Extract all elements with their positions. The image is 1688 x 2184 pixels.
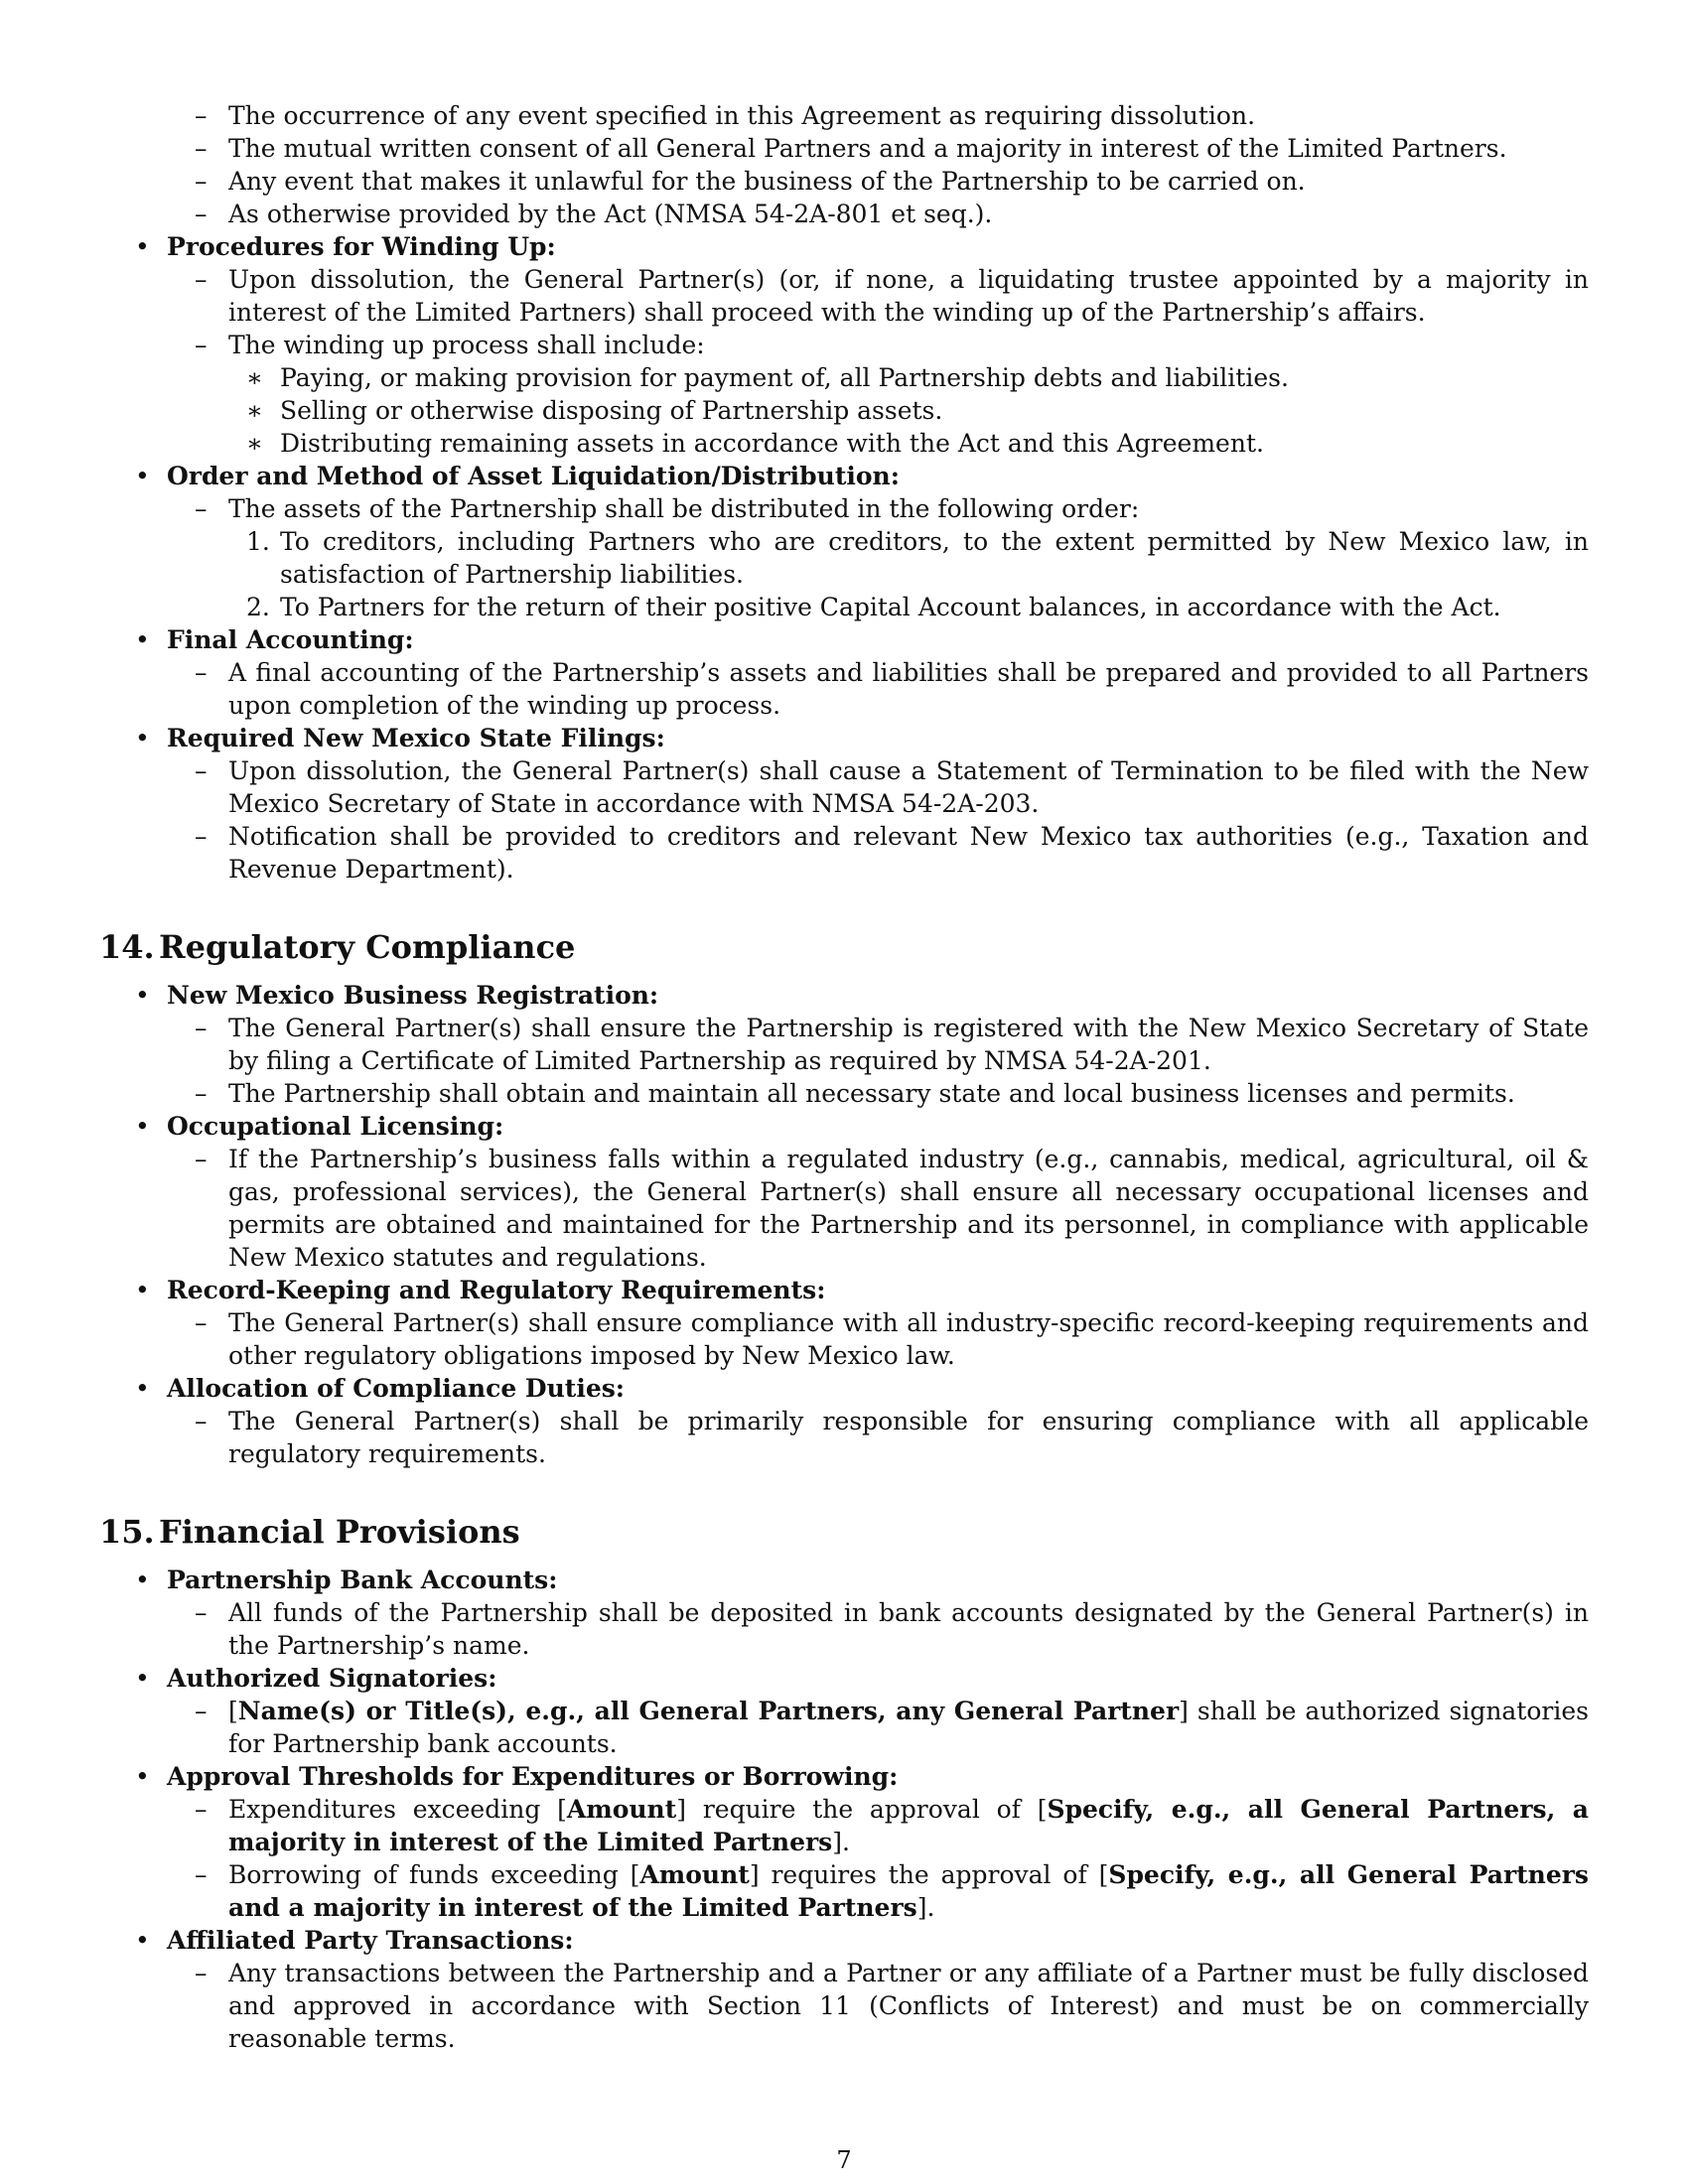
dash-marker: – [195,822,208,851]
bullet-marker: • [135,462,150,490]
star-marker: ∗ [246,363,263,392]
section-heading-14: 14. Regulatory Compliance [99,928,576,966]
bullet-affiliated-party: • Affiliated Party Transactions: [135,1926,574,1955]
dash-marker: – [195,658,208,687]
numbered-item: 2. To Partners for the return of their positive Capital Account balances, in accordance with the Act. [246,593,1501,621]
list-item: – If the Partnership’s business falls within a regulated industry (e.g., cannabis, medical, agricultural, oil & gas, professional services), the General Partner(s) shall ensure all necessary occupational licenses and permits are obtained and maintained for the Partnership and its personnel, in compliance with applicable New Mexico statutes and regulations. [195,1145,1589,1272]
bullet-marker: • [135,1926,150,1955]
bullet-marker: • [135,1566,150,1594]
dash-marker: – [195,1145,208,1173]
bullet-approval-thresholds: • Approval Thresholds for Expenditures or Borrowing: [135,1762,899,1791]
list-item: – The assets of the Partnership shall be distributed in the following order: [195,494,1140,523]
bullet-marker: • [135,1276,150,1304]
dash-marker: – [195,1308,208,1337]
dash-marker: – [195,331,208,359]
dash-marker: – [195,756,208,785]
list-item: – Upon dissolution, the General Partner(s) shall cause a Statement of Termination to be filed with the New Mexico Secretary of State in accordance with NMSA 54-2A-203. [195,756,1589,818]
star-marker: ∗ [246,396,263,425]
dash-marker: – [195,494,208,523]
list-item: – Notification shall be provided to creditors and relevant New Mexico tax authorities (e.g., Taxation and Revenue Department). [195,822,1589,884]
bullet-state-filings: • Required New Mexico State Filings: [135,724,665,752]
dash-marker: – [195,200,208,228]
dash-marker: – [195,265,208,294]
dash-marker: – [195,1860,208,1889]
bullet-marker: • [135,724,150,752]
bullet-record-keeping: • Record-Keeping and Regulatory Requirements: [135,1276,826,1304]
list-item: ∗ Paying, or making provision for payment of, all Partnership debts and liabilities. [246,363,1289,392]
bullet-compliance-duties: • Allocation of Compliance Duties: [135,1374,626,1403]
dash-marker: – [195,1598,208,1627]
list-item: – As otherwise provided by the Act (NMSA 54-2A-801 et seq.). [195,200,993,228]
list-item: – A final accounting of the Partnership’s assets and liabilities shall be prepared and provided to all Partners upon completion of the winding up process. [195,658,1589,720]
bullet-marker: • [135,1762,150,1791]
bullet-asset-liquidation: • Order and Method of Asset Liquidation/Distribution: [135,462,900,490]
dash-marker: – [195,1079,208,1108]
list-item: – All funds of the Partnership shall be deposited in bank accounts designated by the General Partner(s) in the Partnership’s name. [195,1598,1589,1660]
list-item: – Any event that makes it unlawful for the business of the Partnership to be carried on. [195,167,1306,196]
bullet-bank-accounts: • Partnership Bank Accounts: [135,1566,558,1594]
list-item: – Expenditures exceeding [Amount] require the approval of [Specify, e.g., all General Partners, a majority in interest of the Limited Partners]. [195,1795,1589,1856]
dash-marker: – [195,1959,208,1987]
list-item: – The mutual written consent of all General Partners and a majority in interest of the Limited Partners. [195,134,1507,163]
list-item: – The General Partner(s) shall ensure the Partnership is registered with the New Mexico Secretary of State by filing a Certificate of Limited Partnership as required by NMSA 54-2A-201. [195,1014,1589,1075]
bullet-marker: • [135,232,150,261]
list-item: – The General Partner(s) shall be primarily responsible for ensuring compliance with all applicable regulatory requirements. [195,1407,1589,1468]
bullet-business-registration: • New Mexico Business Registration: [135,981,659,1010]
list-item: – Upon dissolution, the General Partner(s) (or, if none, a liquidating trustee appointed by a majority in interest of the Limited Partners) shall proceed with the winding up of the Partnership’s affairs. [195,265,1589,327]
page-number: 7 [836,2146,852,2174]
dash-marker: – [195,1697,208,1725]
bullet-marker: • [135,1664,150,1693]
page-content [99,99,1589,2055]
number-marker: 1. [246,527,270,556]
section-heading-15: 15. Financial Provisions [99,1513,520,1551]
dash-marker: – [195,167,208,196]
bullet-marker: • [135,981,150,1010]
list-item: – Borrowing of funds exceeding [Amount] requires the approval of [Specify, e.g., all General Partners and a majority in interest of the Limited Partners]. [195,1860,1589,1922]
dash-marker: – [195,1795,208,1824]
number-marker: 2. [246,593,270,621]
numbered-item: 1. To creditors, including Partners who are creditors, to the extent permitted by New Mexico law, in satisfaction of Partnership liabilities. [246,527,1589,589]
list-item: ∗ Distributing remaining assets in accordance with the Act and this Agreement. [246,429,1264,458]
dash-marker: – [195,1014,208,1042]
bullet-final-accounting: • Final Accounting: [135,625,414,654]
bullet-winding-up: • Procedures for Winding Up: [135,232,556,261]
bullet-occupational-licensing: • Occupational Licensing: [135,1112,504,1141]
dash-marker: – [195,101,208,130]
list-item: – The winding up process shall include: [195,331,705,359]
list-item: – Any transactions between the Partnership and a Partner or any affiliate of a Partner must be fully disclosed and approved in accordance with Section 11 (Conflicts of Interest) and must be on commercially reasonable terms. [195,1959,1589,2053]
list-item: – [Name(s) or Title(s), e.g., all General Partners, any General Partner] shall be authorized signatories for Partnership bank accounts. [195,1697,1589,1758]
bullet-marker: • [135,625,150,654]
list-item: – The General Partner(s) shall ensure compliance with all industry-specific record-keeping requirements and other regulatory obligations imposed by New Mexico law. [195,1308,1589,1370]
list-item: – The Partnership shall obtain and maintain all necessary state and local business licenses and permits. [195,1079,1515,1108]
bullet-authorized-signatories: • Authorized Signatories: [135,1664,497,1693]
dash-marker: – [195,1407,208,1435]
bullet-marker: • [135,1374,150,1403]
dash-marker: – [195,134,208,163]
bullet-marker: • [135,1112,150,1141]
list-item: ∗ Selling or otherwise disposing of Partnership assets. [246,396,943,425]
star-marker: ∗ [246,429,263,458]
list-item: – The occurrence of any event specified in this Agreement as requiring dissolution. [195,101,1256,130]
